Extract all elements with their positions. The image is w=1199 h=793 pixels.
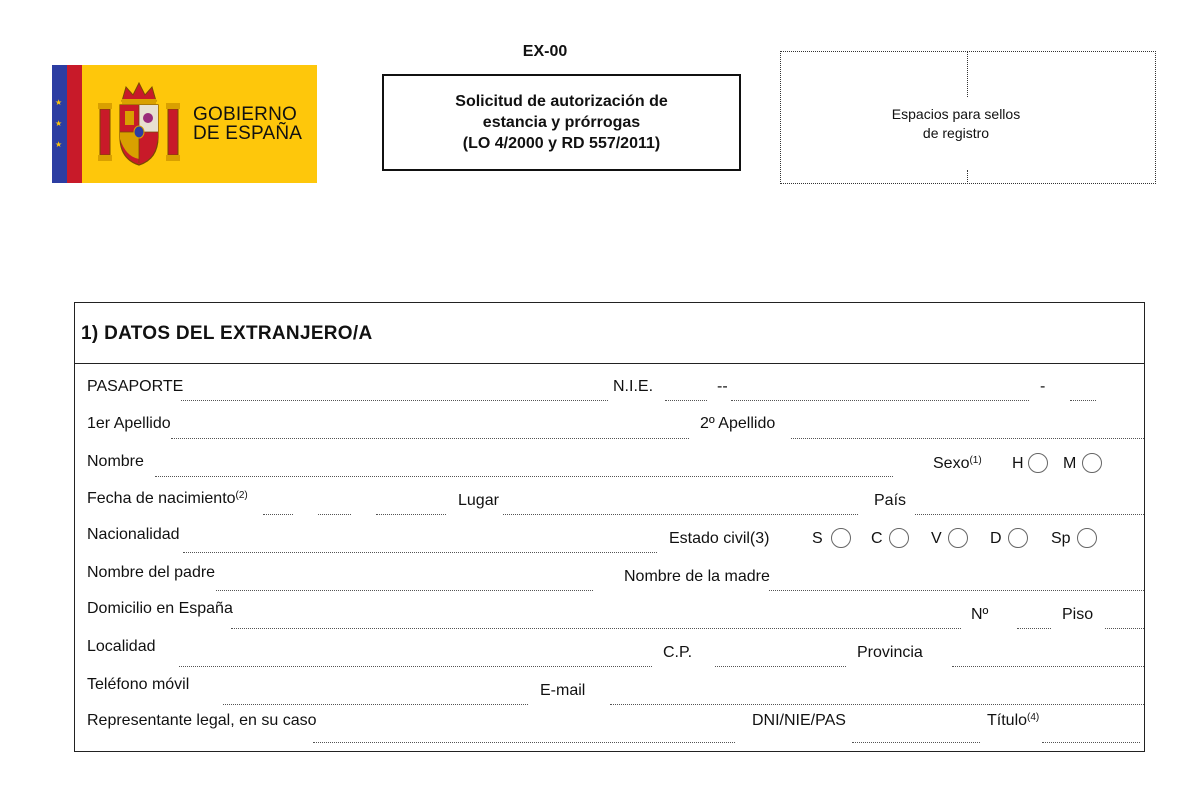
stamp-label: Espacios para sellos de registro [891, 106, 1021, 141]
registry-stamp-box [780, 51, 1156, 184]
cp-label: C.P. [663, 644, 693, 661]
titulo-field[interactable] [1042, 742, 1140, 743]
nacionalidad-label: Nacionalidad [87, 526, 180, 543]
domicilio-field[interactable] [231, 628, 961, 629]
section-title: 1) DATOS DEL EXTRANJERO/A [81, 323, 373, 344]
dni-nie-pas-label: DNI/NIE/PAS [752, 712, 846, 729]
nombre-madre-label: Nombre de la madre [624, 568, 770, 585]
pasaporte-label: PASAPORTE [87, 378, 184, 395]
lugar-field[interactable] [503, 514, 858, 515]
sexo-label: Sexo$^{(1)}$ [933, 455, 982, 472]
lugar-label: Lugar [458, 492, 499, 509]
nie-field-suffix[interactable] [1070, 400, 1096, 401]
coat-of-arms-icon [96, 79, 182, 169]
estado-civil-label: Estado civil(3) [669, 530, 770, 547]
section-header [75, 303, 1144, 364]
gobierno-de-espana-logo [52, 65, 317, 183]
nie-field-number[interactable] [731, 400, 1029, 401]
estado-v-label: V [931, 530, 942, 547]
pais-field[interactable] [915, 514, 1144, 515]
localidad-label: Localidad [87, 638, 156, 655]
nie-field-prefix[interactable] [665, 400, 707, 401]
titulo-label: Título$^{(4)}$ [987, 712, 1040, 729]
section-datos-extranjero [74, 302, 1145, 752]
sexo-h-label: H [1012, 455, 1024, 472]
telefono-label: Teléfono móvil [87, 676, 190, 693]
representante-field[interactable] [313, 742, 735, 743]
nie-label: N.I.E. [613, 378, 654, 395]
form-title-line: Solicitud de autorización de [455, 93, 668, 110]
piso-field[interactable] [1105, 628, 1144, 629]
fecha-anio-field[interactable] [376, 514, 446, 515]
star-icon: ★ [55, 119, 63, 128]
form-title-line: estancia y prórrogas [482, 114, 641, 131]
estado-s-radio[interactable] [831, 528, 851, 548]
cp-field[interactable] [715, 666, 846, 667]
representante-label: Representante legal, en su caso [87, 712, 317, 729]
estado-sp-label: Sp [1051, 530, 1071, 547]
nie-separator: -- [717, 378, 728, 395]
pais-label: País [874, 492, 907, 509]
nie-separator: - [1040, 378, 1046, 395]
provincia-field[interactable] [952, 666, 1144, 667]
localidad-field[interactable] [179, 666, 652, 667]
eu-flag-band [52, 65, 67, 183]
sexo-m-radio[interactable] [1082, 453, 1102, 473]
sexo-m-label: M [1063, 455, 1077, 472]
numero-field[interactable] [1017, 628, 1051, 629]
estado-d-label: D [990, 530, 1002, 547]
apellido1-field[interactable] [171, 438, 689, 439]
form-title-line: (LO 4/2000 y RD 557/2011) [462, 135, 661, 152]
estado-d-radio[interactable] [1008, 528, 1028, 548]
nacionalidad-field[interactable] [183, 552, 657, 553]
estado-sp-radio[interactable] [1077, 528, 1097, 548]
telefono-field[interactable] [223, 704, 528, 705]
stamp-divider [967, 170, 968, 184]
spain-flag-band [67, 65, 82, 183]
sexo-h-radio[interactable] [1028, 453, 1048, 473]
apellido2-label: 2º Apellido [700, 415, 776, 432]
nombre-label: Nombre [87, 453, 144, 470]
estado-s-label: S [812, 530, 823, 547]
form-title-box [382, 74, 741, 171]
fecha-dia-field[interactable] [263, 514, 293, 515]
numero-label: Nº [971, 606, 989, 623]
domicilio-label: Domicilio en España [87, 600, 233, 617]
piso-label: Piso [1062, 606, 1094, 623]
flag-strip [52, 65, 82, 183]
apellido1-label: 1er Apellido [87, 415, 171, 432]
logo-text: GOBIERNO DE ESPAÑA [193, 104, 303, 144]
nombre-madre-field[interactable] [769, 590, 1144, 591]
stamp-divider [967, 52, 968, 97]
form-code: EX-00 [522, 43, 568, 60]
email-label: E-mail [540, 682, 586, 699]
provincia-label: Provincia [857, 644, 923, 661]
email-field[interactable] [610, 704, 1144, 705]
fecha-mes-field[interactable] [318, 514, 351, 515]
pasaporte-field[interactable] [181, 400, 608, 401]
fecha-nacimiento-label: Fecha de nacimiento$^{(2)}$ [87, 490, 248, 507]
dni-nie-pas-field[interactable] [852, 742, 980, 743]
estado-c-label: C [871, 530, 883, 547]
estado-v-radio[interactable] [948, 528, 968, 548]
nombre-field[interactable] [155, 476, 893, 477]
nombre-padre-field[interactable] [216, 590, 593, 591]
star-icon: ★ [55, 140, 63, 149]
apellido2-field[interactable] [791, 438, 1144, 439]
nombre-padre-label: Nombre del padre [87, 564, 216, 581]
estado-c-radio[interactable] [889, 528, 909, 548]
star-icon: ★ [55, 98, 63, 107]
